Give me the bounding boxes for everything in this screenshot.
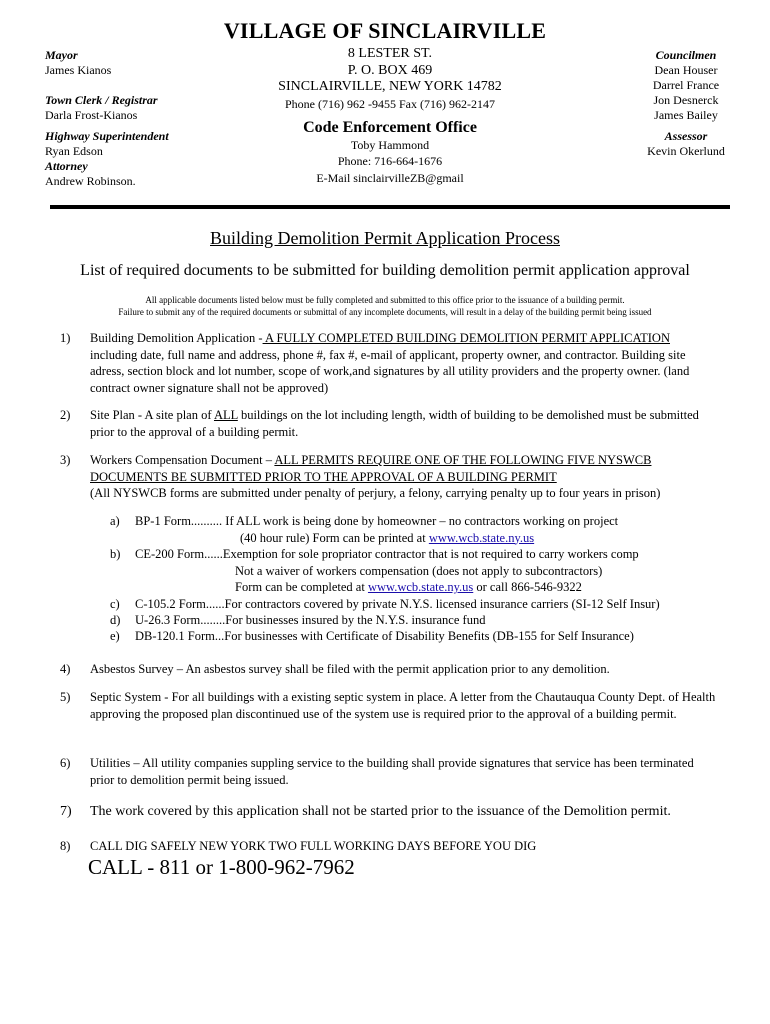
list-item-1: 1) Building Demolition Application - A FULLY COMPLETED BUILDING DEMOLITION PERMIT APPLICATION including date, full name and address, phone #, fax #, e-mail of applicant, property owner, and contractor. Building site adress, section block and lot number, scope of work,and signatures by all utility providers and the property owner. (land contract owner signature shall not be approved) (60, 331, 690, 395)
name-attorney: Andrew Robinson. (45, 174, 136, 188)
role-clerk: Town Clerk / Registrar (45, 93, 158, 107)
councilman-4: James Bailey (654, 108, 718, 122)
wcb-link[interactable]: www.wcb.state.ny.us (367, 580, 474, 594)
sub-item-c: c) C-105.2 Form......For contractors covered by private N.Y.S. licensed insurance carriers (SI-12 Self Insur) (110, 597, 660, 611)
doc-notice (0, 294, 770, 318)
item-number: 5) (60, 690, 71, 704)
name-mayor: James Kianos (45, 63, 112, 77)
village-title: VILLAGE OF SINCLAIRVILLE (223, 18, 547, 43)
role-attorney: Attorney (45, 159, 88, 173)
address-street: 8 LESTER ST. (347, 46, 433, 61)
sub-item-e: e) DB-120.1 Form...For businesses with Certificate of Disability Benefits (DB-155 for Self Insurance) (110, 629, 634, 643)
list-item-2: 2) Site Plan - A site plan of ALL buildings on the lot including length, width of building to be demolished must be submitted prior to the approval of a building permit. (60, 408, 699, 439)
councilman-2: Darrel France (652, 78, 720, 92)
office-address (230, 46, 550, 186)
officials-left (45, 48, 169, 189)
officer-email: E-Mail sinclairvilleZB@gmail (316, 170, 464, 185)
role-councilmen: Councilmen (655, 48, 717, 62)
role-mayor: Mayor (45, 48, 78, 62)
address-city: SINCLAIRVILLE, NEW YORK 14782 (278, 79, 502, 94)
item-number: 7) (60, 804, 72, 819)
doc-heading: Building Demolition Permit Application Process (210, 228, 560, 248)
item-number: 1) (60, 331, 71, 345)
item-number: 4) (60, 662, 71, 676)
doc-subheading: List of required documents to be submitted for building demolition permit application approval (80, 262, 690, 279)
address-pobox: P. O. BOX 469 (347, 62, 433, 78)
item-number: 2) (60, 408, 71, 422)
councilman-1: Dean Houser (654, 63, 718, 77)
sub-item-d: d) U-26.3 Form........For businesses insured by the N.Y.S. insurance fund (110, 613, 486, 627)
call-811: CALL - 811 or 1-800-962-7962 (88, 855, 355, 879)
item-number: 3) (60, 453, 71, 467)
item-number: 8) (60, 839, 71, 853)
officer-name: Toby Hammond (350, 137, 430, 152)
notice-line-2: Failure to submit any of the required documents or submittal of any incomplete documents, will result in a delay of the building permit being issued (118, 307, 652, 317)
officials-right (620, 48, 752, 159)
list-item-3: 3) Workers Compensation Document – ALL PERMITS REQUIRE ONE OF THE FOLLOWING FIVE NYSWCB DOCUMENTS BE SUBMITTED PRIOR TO THE APPROVAL OF A BUILDING PERMIT (All NYSWCB forms are submitted under penalty of perjury, a felony, carrying penalty up to four years in prison) (60, 453, 661, 500)
notice-line-1: All applicable documents listed below must be fully completed and submitted to this office prior to the issuance of a building permit. (145, 295, 625, 305)
councilman-3: Jon Desnerck (653, 93, 719, 107)
name-assessor: Kevin Okerlund (647, 144, 725, 158)
name-clerk: Darla Frost-Kianos (45, 108, 138, 122)
list-item-8: 8) CALL DIG SAFELY NEW YORK TWO FULL WORKING DAYS BEFORE YOU DIG (60, 839, 537, 853)
list-item-5: 5) Septic System - For all buildings with a existing septic system in place. A letter from the Chautauqua County Dept. of Health approving the proposed plan discontinued use of the system use is required prior to the approval of a building permit. (60, 690, 716, 721)
office-name: Code Enforcement Office (303, 119, 477, 136)
header-divider (50, 205, 730, 209)
sub-item-b: b) CE-200 Form......Exemption for sole propriator contractor that is not required to carry workers comp Not a waiver of workers compensation (does not apply to subcontractors) Form can be completed at www.wcb.state.ny.us or call 866-546-9322 (110, 547, 639, 594)
list-item-6: 6) Utilities – All utility companies suppling service to the building shall provide signatures that service has been terminated prior to demolition permit being issued. (60, 756, 694, 787)
sub-item-a: a) BP-1 Form.......... If ALL work is being done by homeowner – no contractors working on project (40 hour rule) Form can be printed at www.wcb.state.ny.us (110, 514, 619, 545)
wcb-link[interactable]: www.wcb.state.ny.us (428, 530, 535, 545)
item-number: 6) (60, 756, 71, 770)
role-assessor: Assessor (664, 129, 708, 143)
name-highway: Ryan Edson (45, 144, 103, 158)
officer-phone: Phone: 716-664-1676 (337, 154, 443, 168)
office-phone: Phone (716) 962 -9455 Fax (716) 962-2147 (285, 96, 495, 111)
list-item-4: 4) Asbestos Survey – An asbestos survey shall be filed with the permit application prior to any demolition. (60, 662, 610, 676)
list-item-7: 7) The work covered by this application shall not be started prior to the issuance of the Demolition permit. (60, 804, 671, 819)
role-highway: Highway Superintendent (45, 129, 169, 143)
